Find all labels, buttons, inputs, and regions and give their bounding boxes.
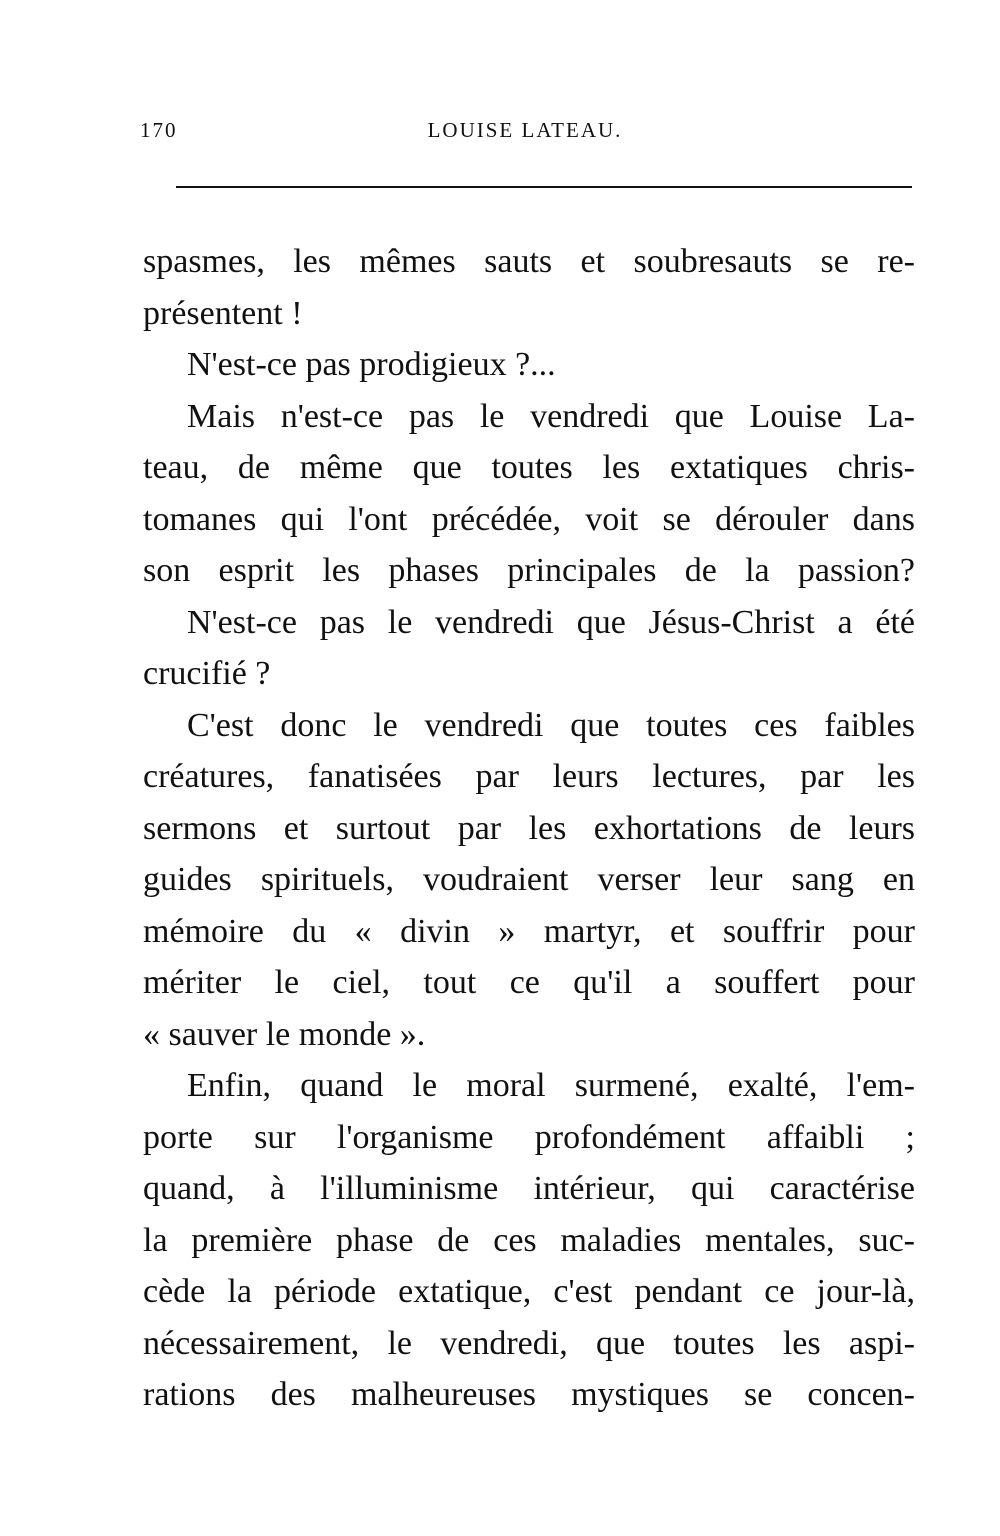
text-line: porte sur l'organisme profondément affaibli ; (143, 1118, 915, 1156)
text-line: C'est donc le vendredi que toutes ces faibles (187, 706, 915, 744)
text-line: quand, à l'illuminisme intérieur, qui caractérise (143, 1170, 915, 1207)
text-line: crucifié ? (143, 655, 271, 692)
running-head (140, 118, 910, 148)
text-line: « sauver le monde ». (143, 1015, 426, 1053)
text-line: N'est-ce pas le vendredi que Jésus-Christ a été (187, 603, 915, 641)
text-line: mémoire du « divin » martyr, et souffrir pour (143, 912, 915, 950)
text-line: son esprit les phases principales de la passion? (143, 552, 915, 589)
text-line: N'est-ce pas prodigieux ?... (187, 346, 556, 383)
text-line: cède la période extatique, c'est pendant ce jour-là, (143, 1273, 915, 1310)
page-number: 170 (140, 118, 178, 142)
text-line: spasmes, les mêmes sauts et soubresauts se re- (143, 243, 915, 280)
text-line: Mais n'est-ce pas le vendredi que Louise La- (187, 397, 915, 435)
text-line: teau, de même que toutes les extatiques chris- (143, 449, 915, 486)
text-line: guides spirituels, voudraient verser leur sang en (143, 861, 915, 898)
text-line: créatures, fanatisées par leurs lectures, par les (143, 758, 915, 795)
running-title: LOUISE LATEAU. (427, 118, 623, 142)
header-rule (176, 186, 912, 188)
text-line: tomanes qui l'ont précédée, voit se dérouler dans (143, 500, 915, 538)
text-line: rations des malheureuses mystiques se concen- (143, 1376, 915, 1413)
body-text (143, 236, 915, 1421)
text-line: mériter le ciel, tout ce qu'il a souffert pour (143, 964, 915, 1001)
text-line: la première phase de ces maladies mentales, suc- (143, 1221, 915, 1259)
text-line: sermons et surtout par les exhortations de leurs (143, 809, 915, 847)
text-line: nécessairement, le vendredi, que toutes les aspi- (143, 1324, 915, 1362)
text-line: présentent ! (143, 294, 303, 332)
text-line: Enfin, quand le moral surmené, exalté, l'em- (187, 1067, 915, 1104)
